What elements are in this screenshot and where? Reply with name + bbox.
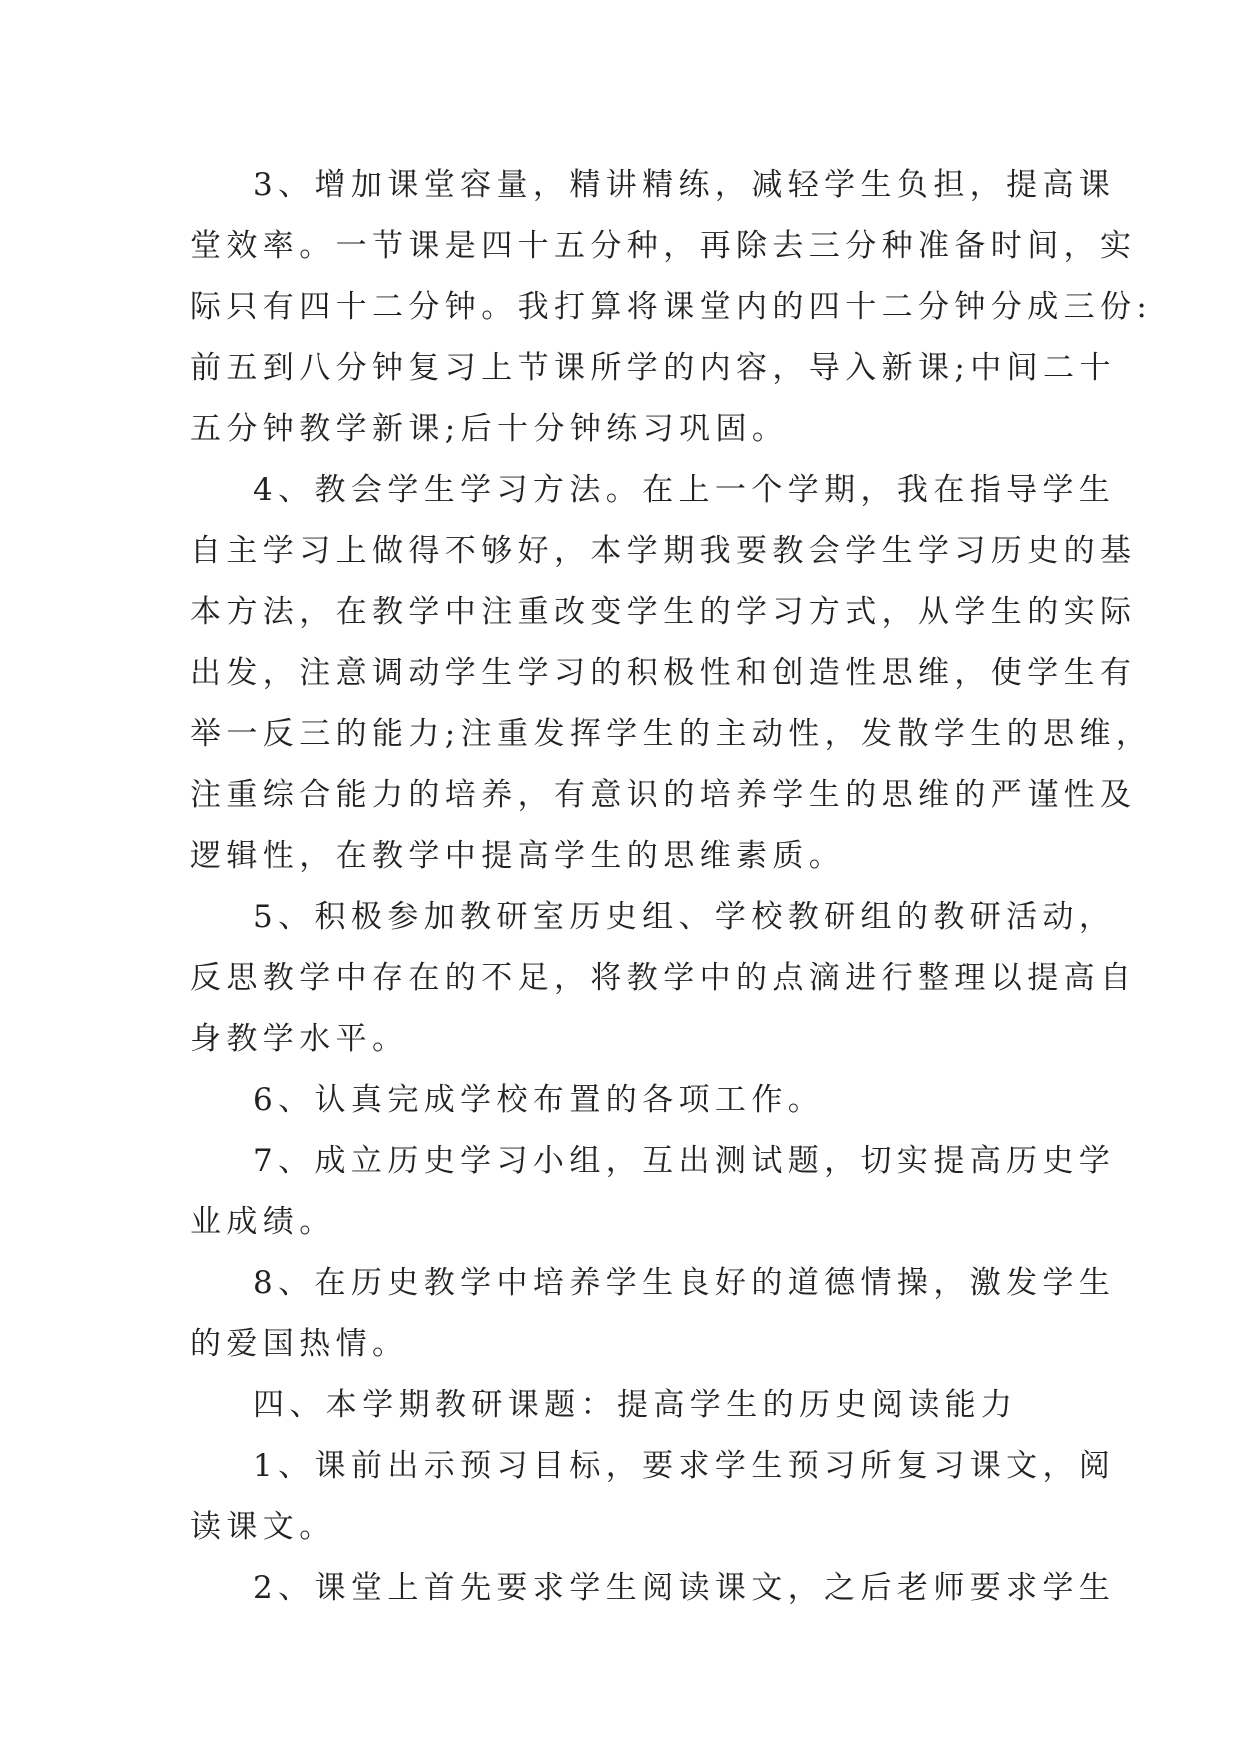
text-line: 注重综合能力的培养，有意识的培养学生的思维的严谨性及 — [190, 777, 1137, 813]
text-line: 读课文。 — [190, 1509, 336, 1545]
text-line: 1、课前出示预习目标，要求学生预习所复习课文，阅 — [253, 1448, 1116, 1484]
text-line: 反思教学中存在的不足，将教学中的点滴进行整理以提高自 — [190, 960, 1137, 996]
section-heading: 四、本学期教研课题：提高学生的历史阅读能力 — [253, 1387, 1018, 1423]
text-line: 8、在历史教学中培养学生良好的道德情操，激发学生 — [253, 1265, 1116, 1301]
text-line: 业成绩。 — [190, 1204, 336, 1240]
document-body — [190, 155, 1153, 1619]
text-line: 自主学习上做得不够好，本学期我要教会学生学习历史的基 — [190, 533, 1137, 569]
text-line: 出发，注意调动学生学习的积极性和创造性思维，使学生有 — [190, 655, 1137, 691]
text-line: 2、课堂上首先要求学生阅读课文，之后老师要求学生 — [253, 1570, 1116, 1606]
text-line: 4、教会学生学习方法。在上一个学期，我在指导学生 — [253, 472, 1116, 508]
text-line: 6、认真完成学校布置的各项工作。 — [253, 1082, 825, 1118]
text-line: 五分钟教学新课;后十分钟练习巩固。 — [190, 411, 789, 447]
text-line: 本方法，在教学中注重改变学生的学习方式，从学生的实际 — [190, 594, 1137, 630]
text-line: 逻辑性，在教学中提高学生的思维素质。 — [190, 838, 846, 874]
text-line: 5、积极参加教研室历史组、学校教研组的教研活动， — [253, 899, 1116, 935]
text-line: 际只有四十二分钟。我打算将课堂内的四十二分钟分成三份: — [190, 289, 1153, 325]
text-line: 举一反三的能力;注重发挥学生的主动性，发散学生的思维， — [190, 716, 1153, 752]
text-line: 3、增加课堂容量，精讲精练，减轻学生负担，提高课 — [253, 167, 1116, 203]
text-line: 身教学水平。 — [190, 1021, 409, 1057]
text-line: 7、成立历史学习小组，互出测试题，切实提高历史学 — [253, 1143, 1116, 1179]
text-line: 的爱国热情。 — [190, 1326, 409, 1362]
text-line: 前五到八分钟复习上节课所学的内容，导入新课;中间二十 — [190, 350, 1116, 386]
text-line: 堂效率。一节课是四十五分种，再除去三分种准备时间，实 — [190, 228, 1137, 264]
